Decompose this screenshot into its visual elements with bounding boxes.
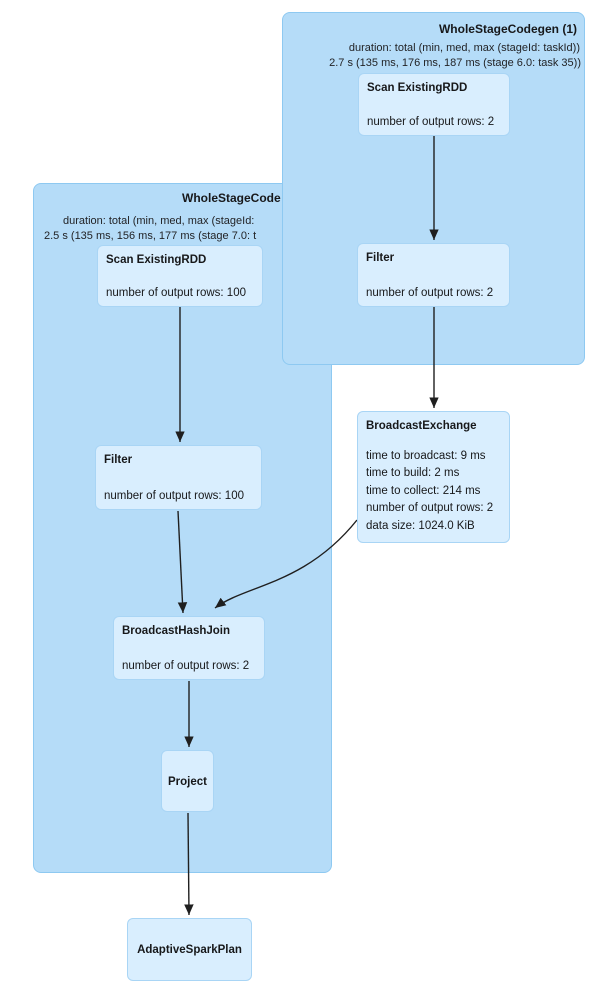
node-title: Scan ExistingRDD	[106, 254, 207, 266]
node-title: Filter	[104, 454, 133, 466]
cluster-title: WholeStageCodegen (1)	[438, 22, 577, 36]
node-metric: number of output rows: 100	[106, 287, 246, 299]
node-scan-existingrdd-2[interactable]	[97, 245, 263, 307]
cluster-duration-line2: 2.7 s (135 ms, 176 ms, 187 ms (stage 6.0: task 35))	[329, 57, 581, 69]
node-metrics	[366, 448, 501, 535]
node-filter-2[interactable]	[95, 445, 262, 510]
node-broadcastexchange[interactable]	[357, 411, 510, 543]
node-title: Scan ExistingRDD	[367, 82, 468, 94]
node-filter-1[interactable]	[357, 243, 510, 307]
node-title: BroadcastHashJoin	[122, 625, 231, 637]
node-metric: number of output rows: 2	[367, 116, 495, 128]
node-metric: number of output rows: 100	[104, 490, 244, 502]
cluster-title: WholeStageCode	[182, 191, 281, 205]
node-title: Filter	[366, 252, 395, 264]
cluster-duration-line1: duration: total (min, med, max (stageId:	[63, 215, 255, 227]
node-metric: number of output rows: 2	[122, 660, 250, 672]
wholestagecodegen-1-cluster	[282, 12, 585, 365]
cluster-duration-line1: duration: total (min, med, max (stageId: taskId))	[348, 42, 580, 54]
node-metric: time to collect: 214 ms	[366, 484, 481, 497]
node-metric: number of output rows: 2	[366, 287, 494, 299]
node-metric: time to build: 2 ms	[366, 467, 460, 480]
node-title: BroadcastExchange	[366, 420, 477, 432]
node-project[interactable]	[161, 750, 214, 812]
node-metric: time to broadcast: 9 ms	[366, 449, 486, 462]
node-title: AdaptiveSparkPlan	[137, 944, 242, 956]
node-adaptivesparkplan[interactable]	[127, 918, 252, 981]
node-scan-existingrdd-1[interactable]	[358, 73, 510, 136]
node-broadcasthashjoin[interactable]	[113, 616, 265, 680]
node-title: Project	[168, 775, 207, 788]
cluster-duration-line2: 2.5 s (135 ms, 156 ms, 177 ms (stage 7.0: t	[44, 230, 257, 242]
node-metric: data size: 1024.0 KiB	[366, 519, 475, 532]
node-metric: number of output rows: 2	[366, 502, 494, 515]
